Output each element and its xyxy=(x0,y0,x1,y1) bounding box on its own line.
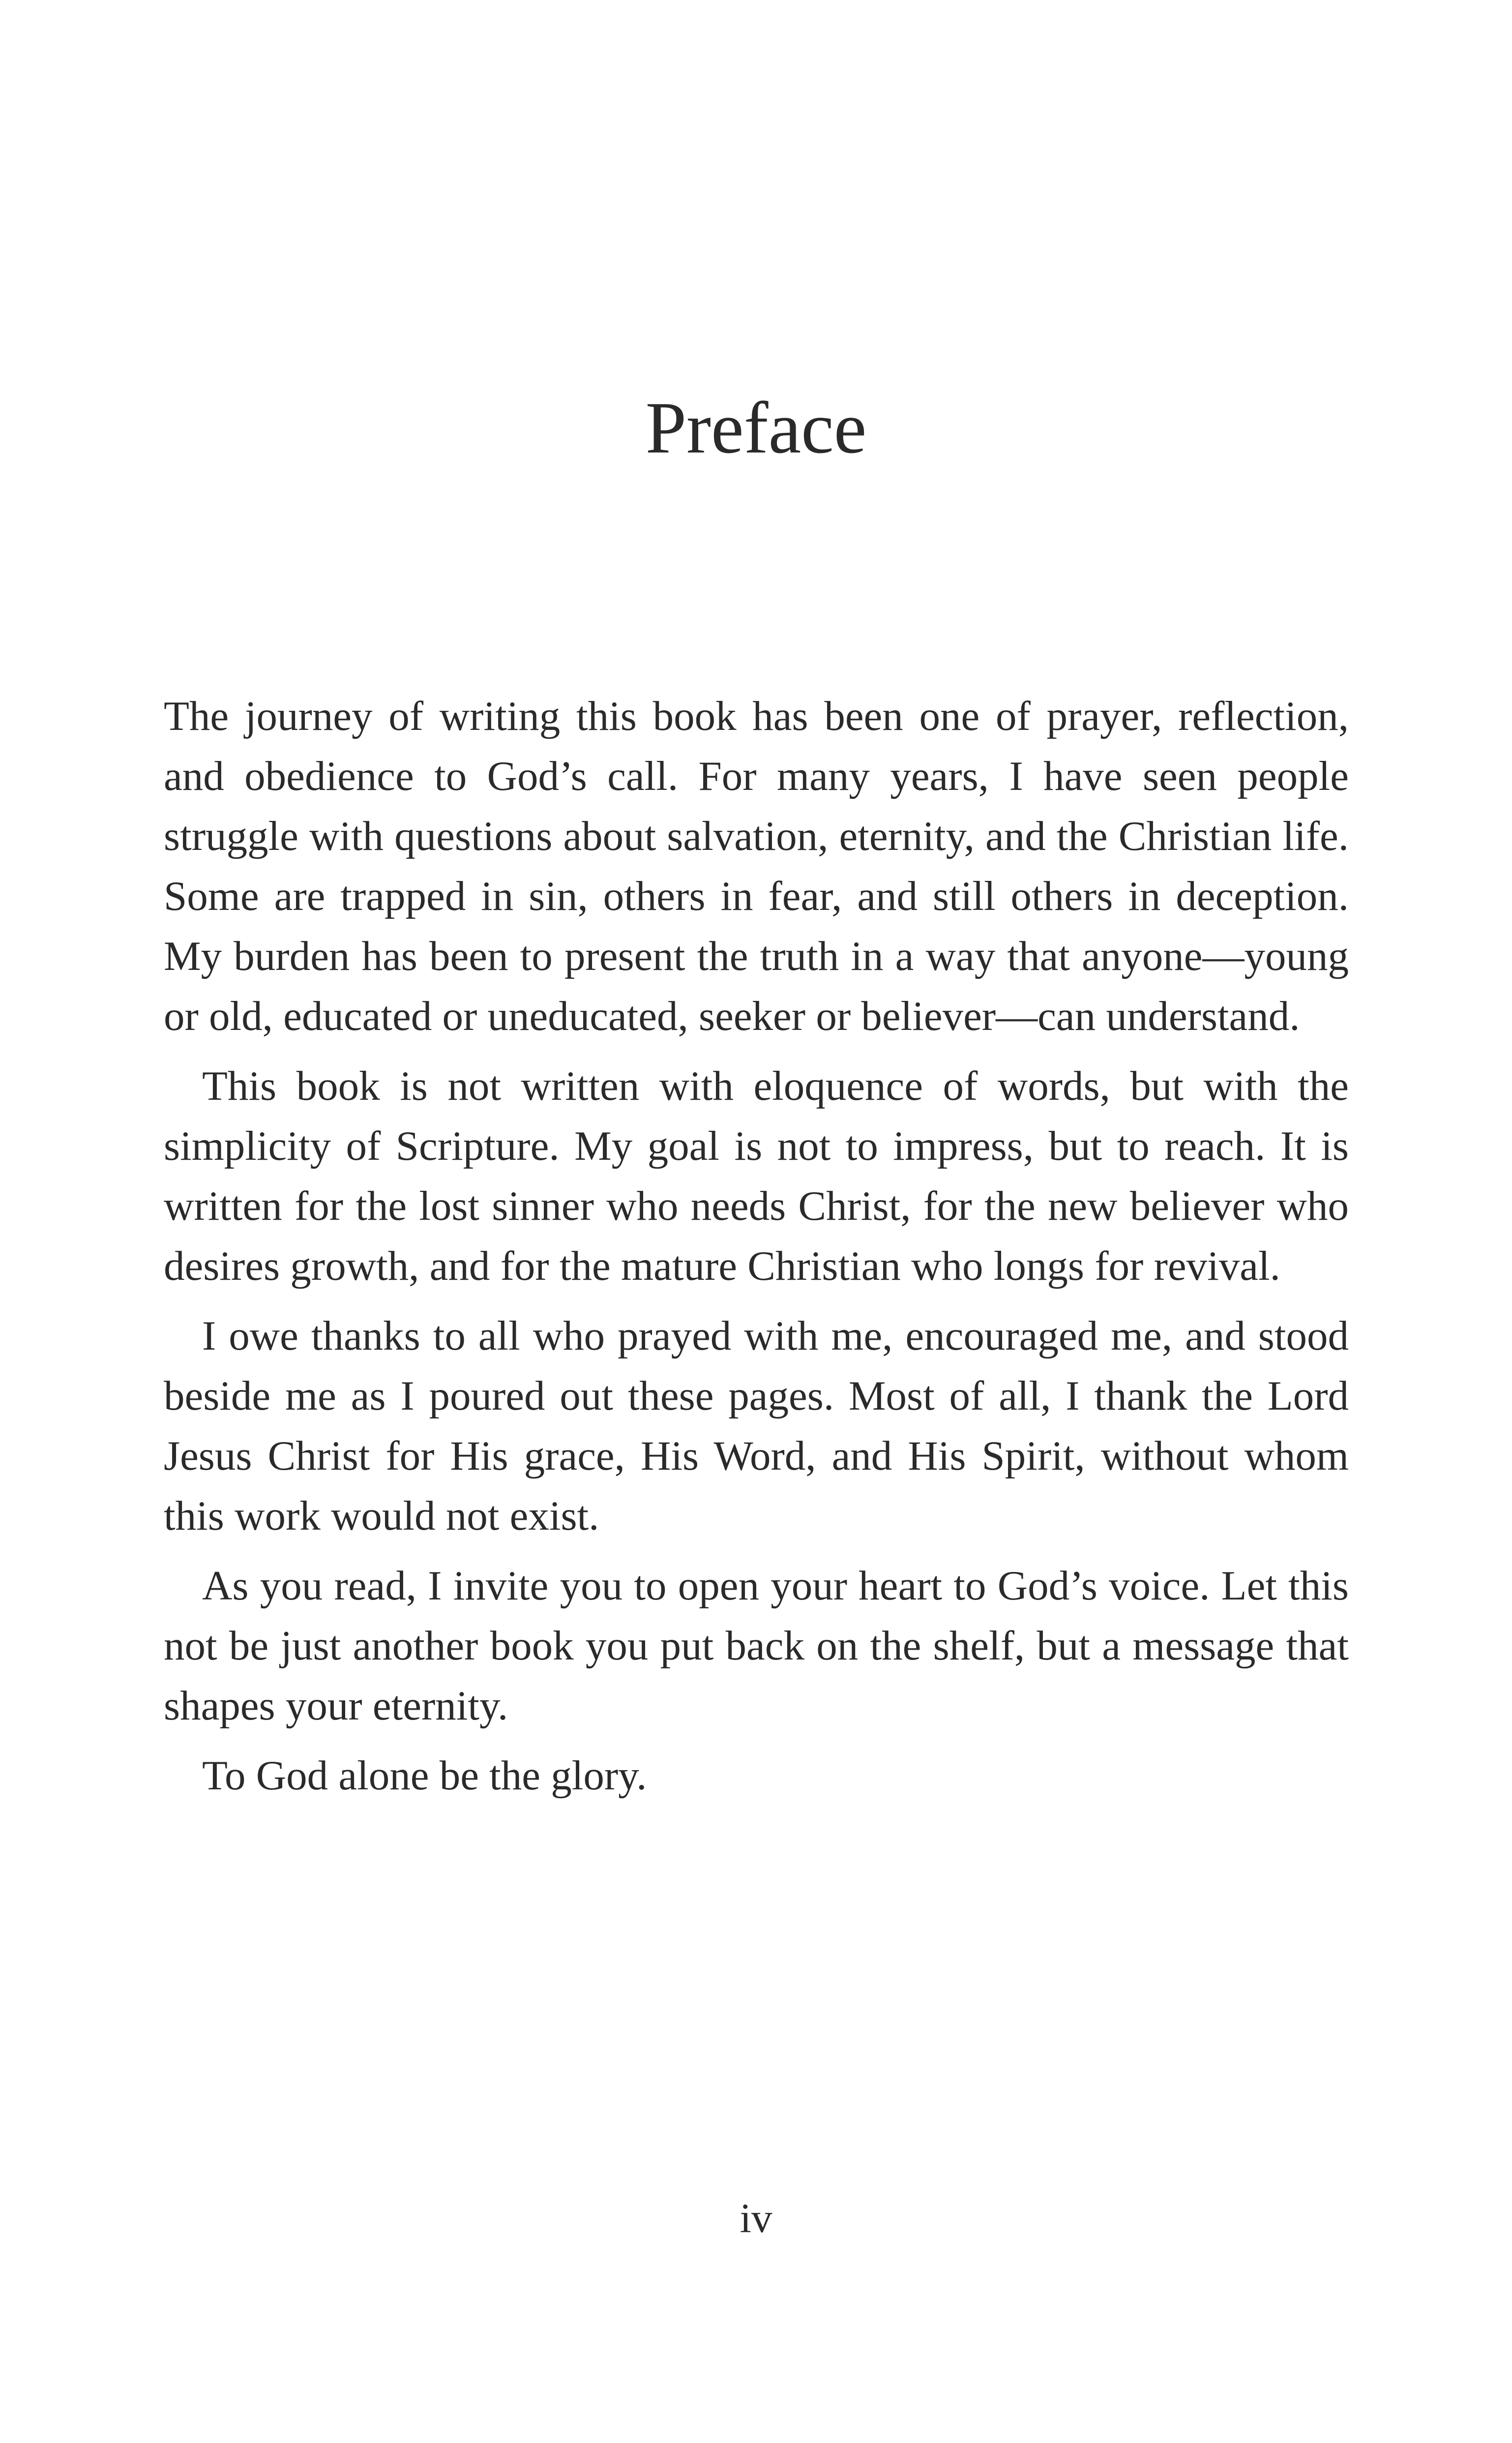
paragraph-3: I owe thanks to all who prayed with me, encouraged me, and stood beside me as I poured out these pages. Most of all, I thank the Lord Jesus Christ for His grace, His Word, and His Spirit, without whom this work would not exist. xyxy=(164,1313,1349,1539)
paragraph-5: To God alone be the glory. xyxy=(202,1752,647,1799)
paragraph-1: The journey of writing this book has been one of prayer, reflection, and obedience to God’s call. For many years, I have seen people struggle with questions about salvation, eternity, and the Christian life. Some are trapped in sin, others in fear, and still others in deception. My burden has been to present the truth in a way that anyone—young or old, educated or uneducated, seeker or believer—can understand. xyxy=(164,693,1349,1039)
page-title: Preface xyxy=(645,387,867,469)
paragraph-4: As you read, I invite you to open your heart to God’s voice. Let this not be just another book you put back on the shelf, but a message that shapes your eternity. xyxy=(164,1563,1349,1729)
paragraph-2: This book is not written with eloquence of words, but with the simplicity of Scripture. My goal is not to impress, but to reach. It is written for the lost sinner who needs Christ, for the new believer who desires growth, and for the mature Christian who longs for revival. xyxy=(164,1063,1349,1289)
preface-body xyxy=(164,686,1349,1815)
page-number: iv xyxy=(740,2195,772,2241)
